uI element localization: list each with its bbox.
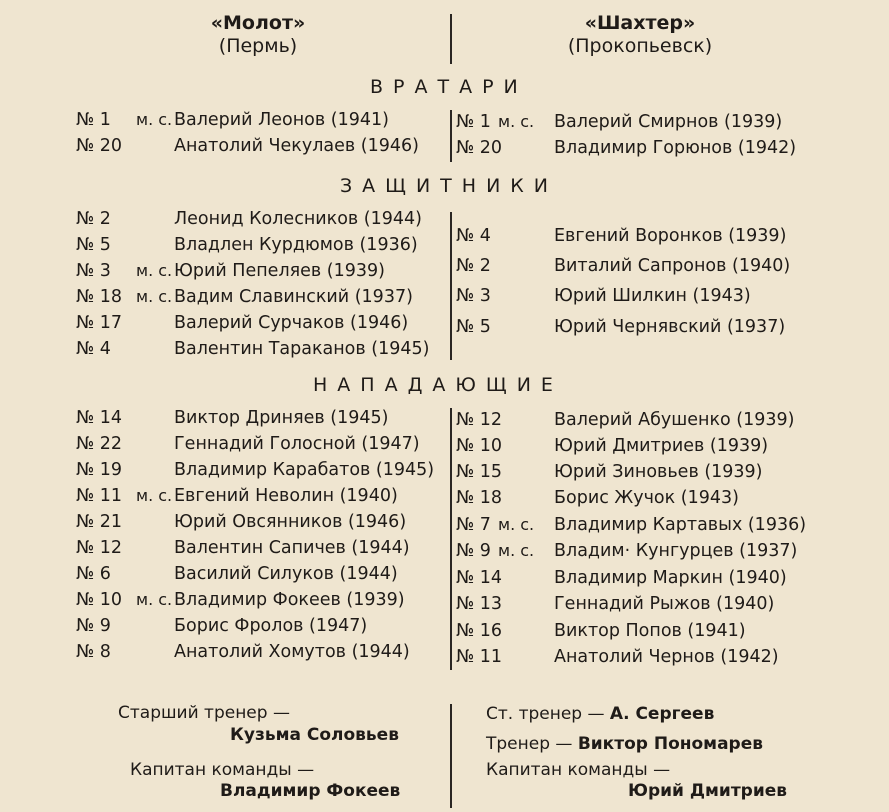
player-number: № 4 [76,339,111,359]
left-captain-name: Владимир Фокеев [220,781,401,801]
left-head-coach-name: Кузьма Соловьев [230,725,399,745]
player-number: № 14 [76,408,123,428]
player-number: № 10 [76,590,123,610]
player-name: Владимир Горюнов (1942) [554,138,797,158]
player-number: № 20 [456,138,503,158]
column-divider [450,212,452,360]
player-number: № 15 [456,462,503,482]
left-team-name: «Молот» [210,12,306,34]
player-name: Владимир Фокеев (1939) [174,590,405,610]
player-title: м. с. [498,541,535,560]
player-name: Владимир Картавых (1936) [554,515,807,535]
player-name: Валерий Сурчаков (1946) [174,313,409,333]
player-number: № 8 [76,642,111,662]
left-head-coach-label: Старший тренер — [118,703,290,723]
player-title: м. с. [136,287,173,306]
player-name: Анатолий Хомутов (1944) [174,642,410,662]
right-coach-label: Тренер — [486,734,573,754]
player-name: Борис Фролов (1947) [174,616,368,636]
player-name: Анатолий Чернов (1942) [554,647,779,667]
player-title: м. с. [136,261,173,280]
player-number: № 19 [76,460,123,480]
player-name: Анатолий Чекулаев (1946) [174,136,419,156]
player-name: Юрий Шилкин (1943) [554,286,751,306]
player-name: Виталий Сапронов (1940) [554,256,791,276]
player-name: Валерий Леонов (1941) [174,110,389,130]
player-number: № 13 [456,594,503,614]
column-divider [450,14,452,64]
player-title: м. с. [498,515,535,534]
player-number: № 5 [76,235,111,255]
player-number: № 16 [456,621,503,641]
player-name: Валерий Абушенко (1939) [554,410,795,430]
player-name: Владимир Карабатов (1945) [174,460,435,480]
player-number: № 4 [456,226,491,246]
player-name: Юрий Овсянников (1946) [174,512,407,532]
player-number: № 1 [76,110,111,130]
right-captain-name-wrap [628,781,787,801]
left-team-city: (Пермь) [218,35,298,57]
player-name: Борис Жучок (1943) [554,488,739,508]
left-head-coach-name-wrap [230,725,399,745]
player-name: Владимир Маркин (1940) [554,568,787,588]
right-head-coach-label: Ст. тренер — [486,704,605,724]
section-title-goalkeepers: ВРАТАРИ [370,76,528,98]
right-captain-label: Капитан команды — [486,760,671,780]
player-name: Евгений Неволин (1940) [174,486,398,506]
player-number: № 10 [456,436,503,456]
player-name: Евгений Воронков (1939) [554,226,787,246]
player-number: № 9 [456,541,491,561]
player-number: № 2 [456,256,491,276]
player-name: Василий Силуков (1944) [174,564,398,584]
right-head-coach-name: А. Сергеев [609,704,715,724]
left-captain-label: Капитан команды — [130,760,315,780]
left-captain-name-wrap [220,781,400,801]
player-number: № 3 [76,261,111,281]
player-name: Виктор Попов (1941) [554,621,746,641]
player-title: м. с. [136,590,173,609]
player-number: № 3 [456,286,491,306]
right-coach-line [486,734,763,754]
player-number: № 20 [76,136,123,156]
player-number: № 1 [456,112,491,132]
player-name: Юрий Пепеляев (1939) [174,261,385,281]
right-head-coach-line [486,704,714,724]
player-name: Владим· Кунгурцев (1937) [554,541,798,561]
player-number: № 9 [76,616,111,636]
section-title-forwards: НАПАДАЮЩИЕ [313,374,563,396]
player-number: № 2 [76,209,111,229]
player-number: № 12 [76,538,123,558]
column-divider [450,704,452,808]
player-name: Геннадий Голосной (1947) [174,434,420,454]
player-number: № 21 [76,512,123,532]
player-name: Юрий Дмитриев (1939) [554,436,769,456]
player-name: Виктор Дриняев (1945) [174,408,389,428]
player-number: № 22 [76,434,123,454]
player-name: Валентин Тараканов (1945) [174,339,430,359]
player-name: Валентин Сапичев (1944) [174,538,410,558]
player-name: Валерий Смирнов (1939) [554,112,783,132]
player-number: № 18 [456,488,503,508]
right-team-name: «Шахтер» [584,12,696,34]
player-number: № 11 [456,647,503,667]
column-divider [450,408,452,670]
section-title-defenders: ЗАЩИТНИКИ [340,175,558,197]
player-title: м. с. [498,112,535,131]
player-number: № 18 [76,287,123,307]
column-divider [450,110,452,162]
player-number: № 14 [456,568,503,588]
player-number: № 6 [76,564,111,584]
player-name: Геннадий Рыжов (1940) [554,594,775,614]
right-captain-name: Юрий Дмитриев [628,781,788,801]
player-name: Владлен Курдюмов (1936) [174,235,418,255]
player-number: № 5 [456,317,491,337]
right-team-city: (Прокопьевск) [567,35,713,57]
player-name: Леонид Колесников (1944) [174,209,422,229]
player-number: № 7 [456,515,491,535]
player-name: Юрий Зиновьев (1939) [554,462,763,482]
player-name: Юрий Чернявский (1937) [554,317,786,337]
player-number: № 11 [76,486,123,506]
player-number: № 12 [456,410,503,430]
player-title: м. с. [136,110,173,129]
right-coach-name: Виктор Пономарев [577,734,763,754]
player-name: Вадим Славинский (1937) [174,287,413,307]
player-number: № 17 [76,313,123,333]
player-title: м. с. [136,486,173,505]
